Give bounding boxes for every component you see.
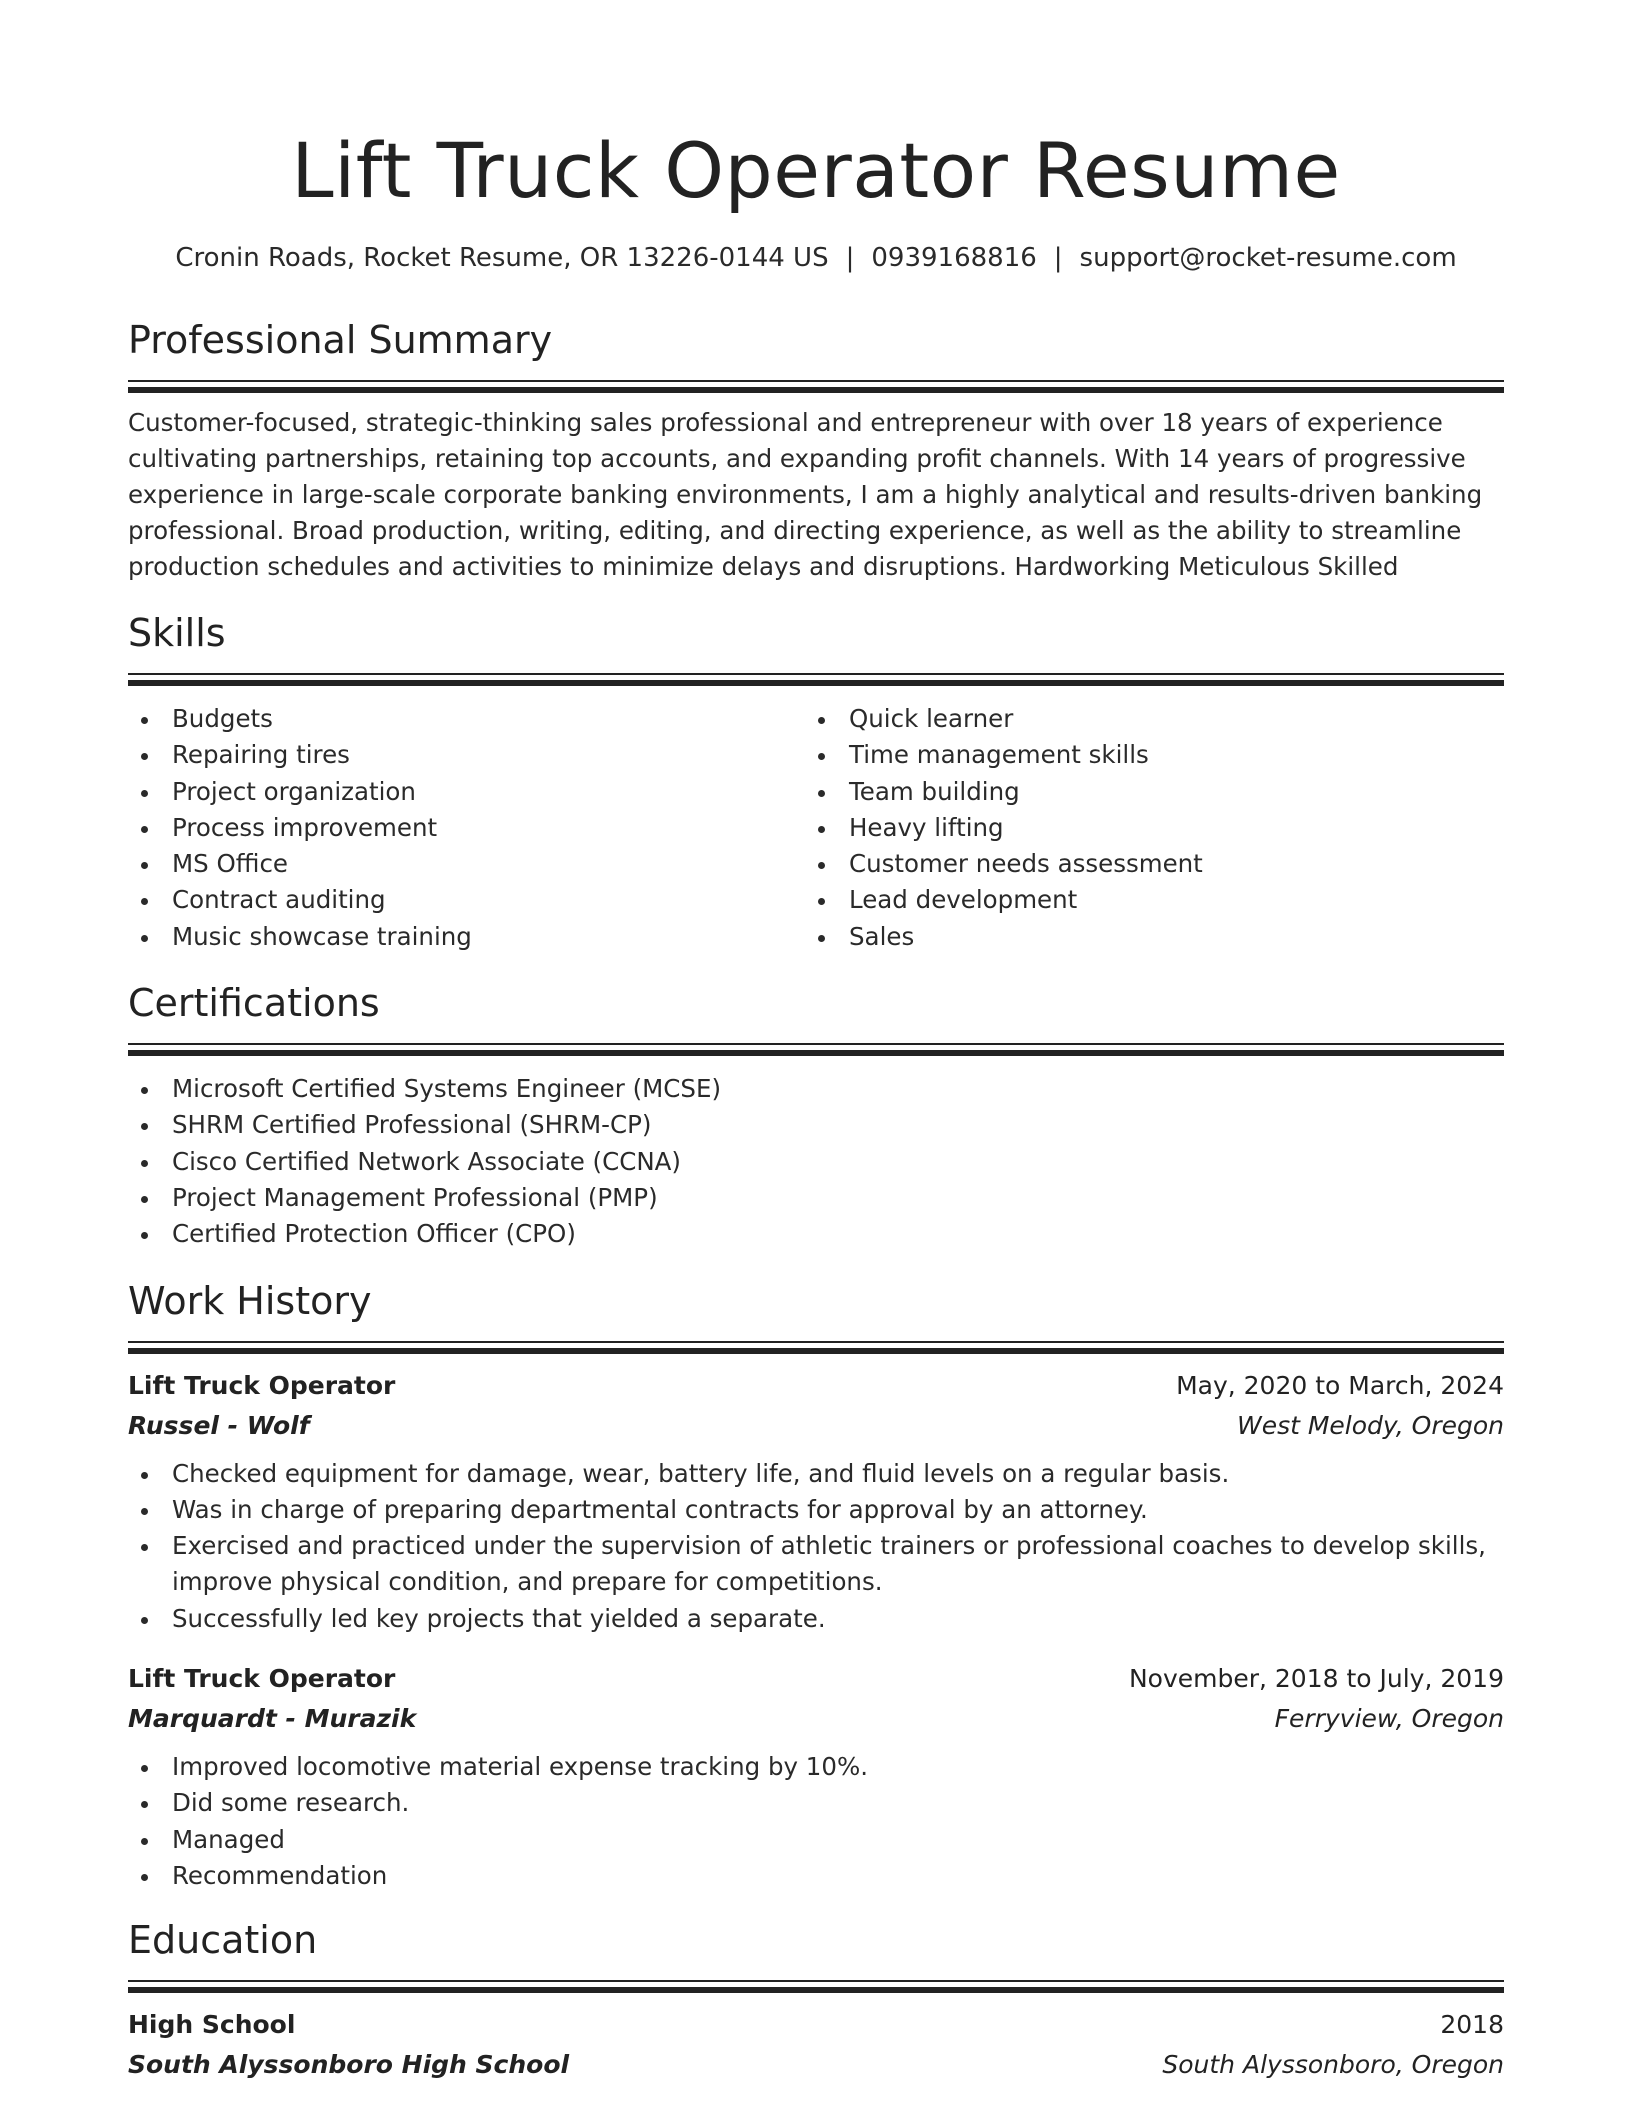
job-duty: Was in charge of preparing departmental contracts for approval by an attorney. [128, 1492, 1504, 1528]
certifications-section [128, 977, 1504, 1252]
skills-list-left [128, 701, 805, 955]
skills-list-right [805, 701, 1482, 955]
skills-section [128, 607, 1504, 955]
section-divider [128, 1341, 1504, 1354]
section-title-work-history: Work History [128, 1278, 372, 1323]
contact-separator: | [845, 243, 855, 273]
job-duty: Checked equipment for damage, wear, battery life, and fluid levels on a regular basis. [128, 1456, 1504, 1492]
section-divider [128, 1980, 1504, 1993]
summary-section [128, 314, 1504, 585]
contact-email: support@rocket-resume.com [1079, 243, 1457, 273]
section-title-skills: Skills [128, 611, 226, 655]
skill-item: Project organization [128, 774, 805, 810]
skill-item: Music showcase training [128, 919, 805, 955]
skill-item: Budgets [128, 701, 805, 737]
contact-separator: | [1053, 243, 1063, 273]
skill-item: Team building [805, 774, 1482, 810]
certification-item: Microsoft Certified Systems Engineer (MCSE) [128, 1071, 1504, 1107]
skill-item: Process improvement [128, 810, 805, 846]
certification-item: Cisco Certified Network Associate (CCNA) [128, 1144, 1504, 1180]
job-duty: Exercised and practiced under the supervision of athletic trainers or professional coaches to develop skills, improve physical condition, and prepare for competitions. [128, 1528, 1504, 1601]
skill-item: Time management skills [805, 737, 1482, 773]
certification-item: Project Management Professional (PMP) [128, 1180, 1504, 1216]
job-duty: Recommendation [128, 1858, 1504, 1894]
job-duties-list [128, 1456, 1504, 1637]
contact-line [128, 240, 1504, 276]
skill-item: Repairing tires [128, 737, 805, 773]
job-location: Ferryview, Oregon [1274, 1704, 1504, 1734]
section-title-summary: Professional Summary [128, 318, 553, 362]
education-entry [128, 2005, 1504, 2085]
skill-item: Quick learner [805, 701, 1482, 737]
job-title: Lift Truck Operator [128, 1664, 396, 1694]
work-history-section [128, 1275, 1504, 1895]
certification-item: Certified Protection Officer (CPO) [128, 1216, 1504, 1252]
job-duty: Managed [128, 1822, 1504, 1858]
skill-item: Heavy lifting [805, 810, 1482, 846]
skill-item: Contract auditing [128, 882, 805, 918]
contact-phone: 0939168816 [871, 243, 1037, 273]
section-divider [128, 1043, 1504, 1056]
section-divider [128, 673, 1504, 686]
job-duty: Did some research. [128, 1785, 1504, 1821]
certification-item: SHRM Certified Professional (SHRM-CP) [128, 1107, 1504, 1143]
job-duty: Successfully led key projects that yielded a separate. [128, 1601, 1504, 1637]
education-section [128, 1914, 1504, 2085]
resume-name: Lift Truck Operator Resume [291, 126, 1341, 215]
education-location: South Alyssonboro, Oregon [1162, 2050, 1504, 2080]
section-title-certifications: Certifications [128, 981, 380, 1026]
job-employer: Russel - Wolf [128, 1410, 310, 1440]
job-location: West Melody, Oregon [1236, 1410, 1504, 1440]
job-entry [128, 1659, 1504, 1894]
education-year: 2018 [1440, 2010, 1504, 2040]
job-dates: November, 2018 to July, 2019 [1128, 1664, 1504, 1694]
section-divider [128, 380, 1504, 393]
summary-text: Customer-focused, strategic-thinking sales professional and entrepreneur with over 18 years of experience cultivating partnerships, retaining top accounts, and expanding profit channels. With 14 years of progressive experience in large-scale corporate banking environments, I am a highly analytical and results-driven banking professional. Broad production, writing, editing, and directing experience, as well as the ability to streamline production schedules and activities to minimize delays and disruptions. Hardworking Meticulous Skilled [128, 408, 1483, 581]
job-duty: Improved locomotive material expense tracking by 10%. [128, 1749, 1504, 1785]
job-dates: May, 2020 to March, 2024 [1176, 1370, 1504, 1400]
skill-item: Lead development [805, 882, 1482, 918]
job-duties-list [128, 1749, 1504, 1894]
contact-address: Cronin Roads, Rocket Resume, OR 13226-0144 US [175, 243, 829, 273]
skill-item: Sales [805, 919, 1482, 955]
education-degree: High School [128, 2010, 296, 2040]
skills-columns [128, 701, 1504, 955]
job-title: Lift Truck Operator [128, 1370, 396, 1400]
job-employer: Marquardt - Murazik [128, 1704, 417, 1734]
job-entry [128, 1366, 1504, 1637]
certifications-list [128, 1071, 1504, 1252]
skill-item: MS Office [128, 846, 805, 882]
section-title-education: Education [128, 1918, 318, 1963]
skill-item: Customer needs assessment [805, 846, 1482, 882]
education-school: South Alyssonboro High School [128, 2050, 570, 2080]
